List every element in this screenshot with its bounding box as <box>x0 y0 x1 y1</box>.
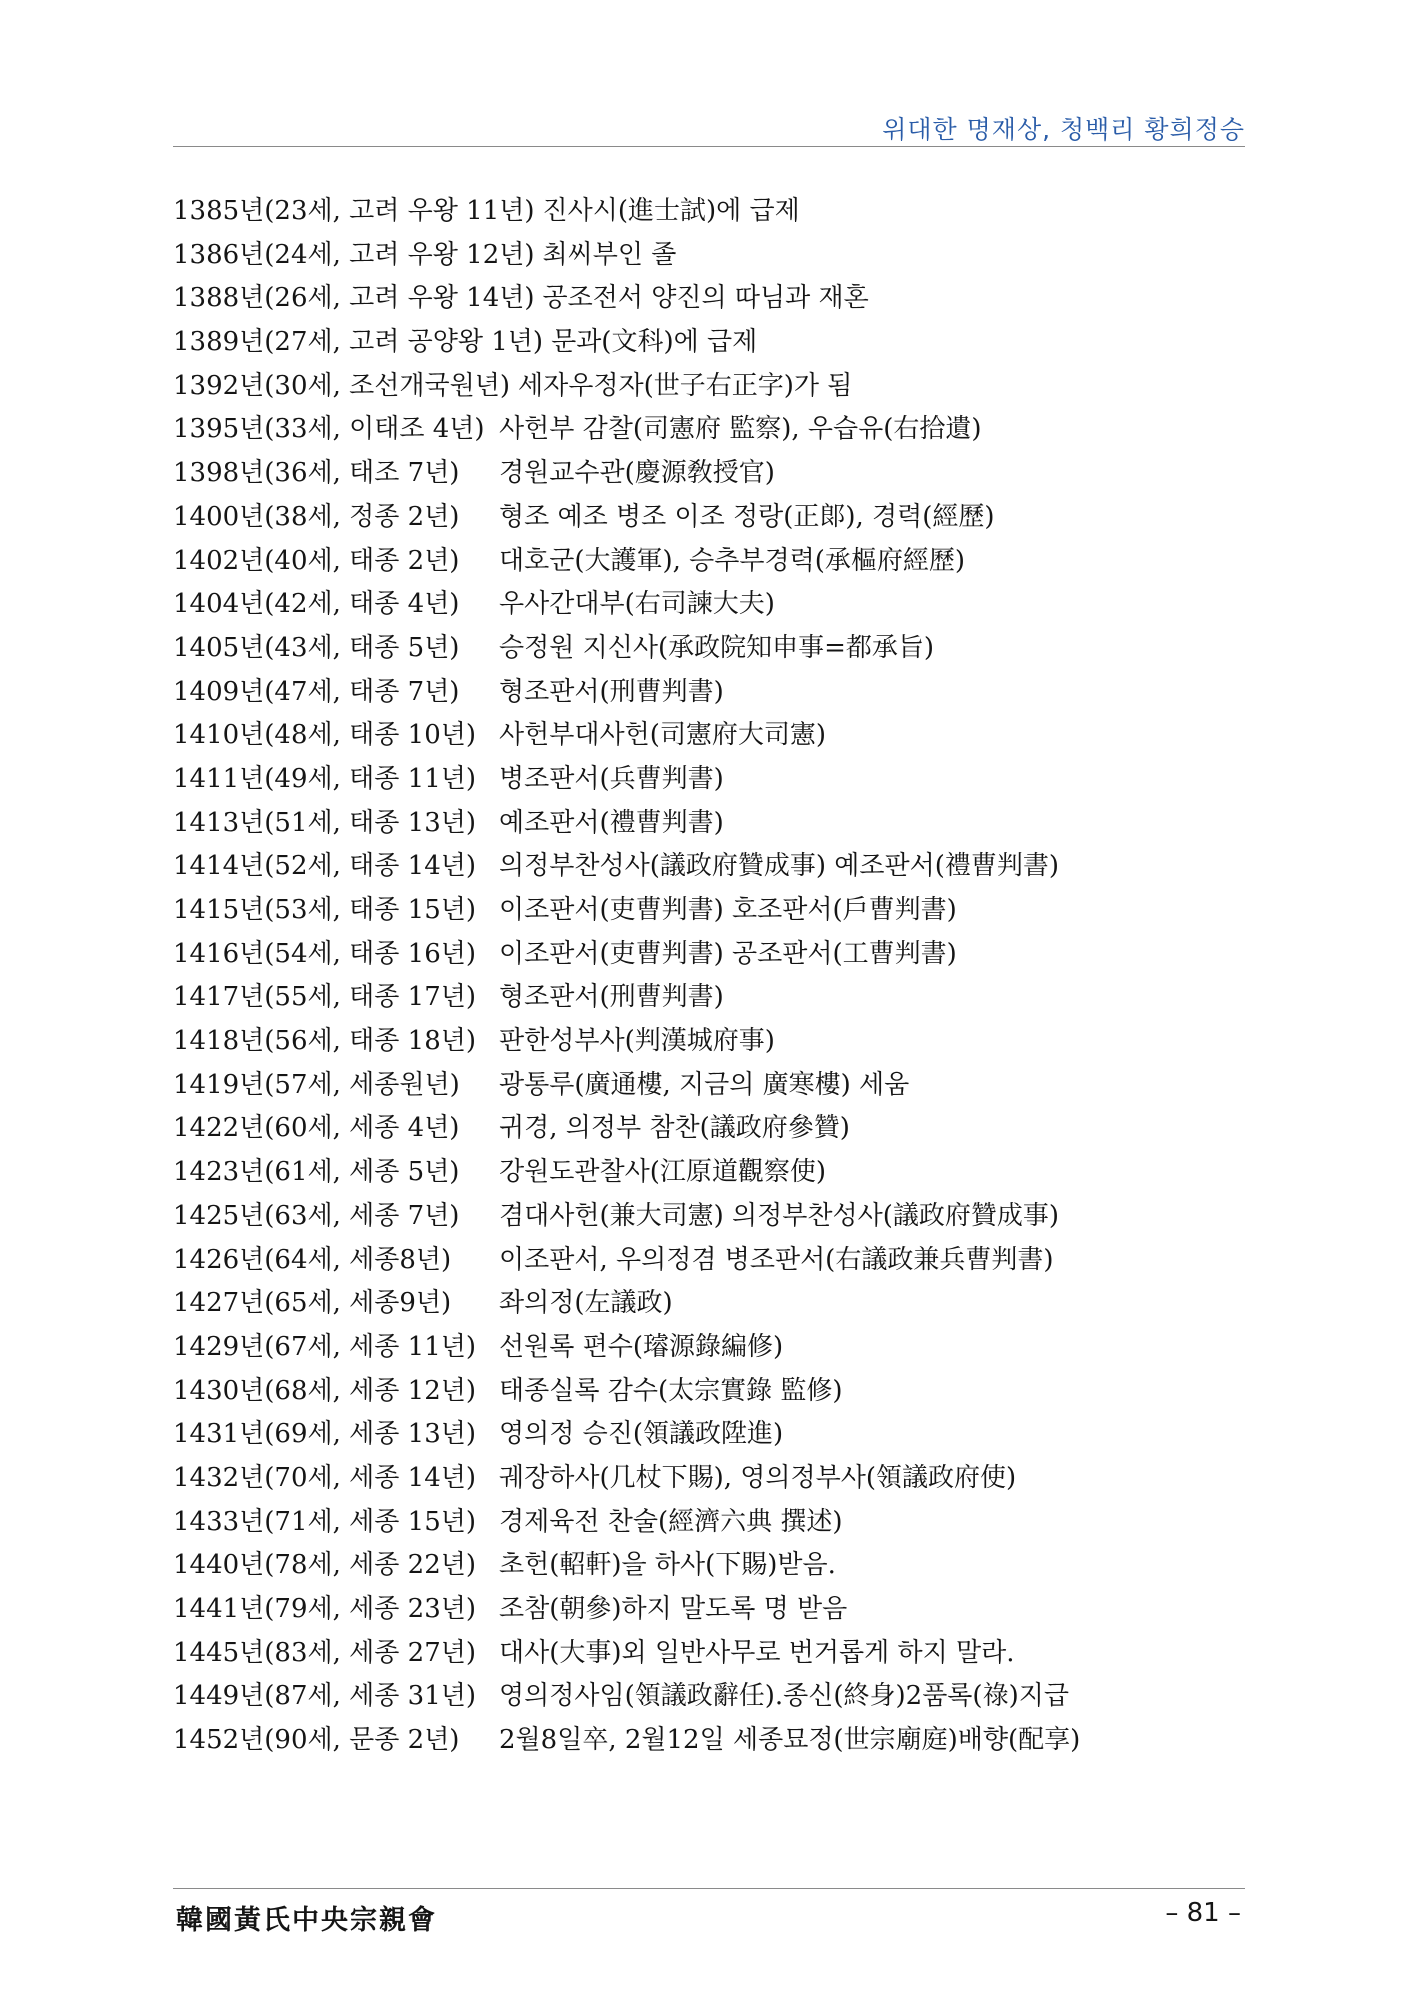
chronology-entry <box>173 540 1245 584</box>
entry-event: 강원도관찰사(江原道觀察使) <box>499 1157 826 1188</box>
entry-year-age: 1411년(49세, 태종 11년) <box>173 763 476 794</box>
header-divider <box>173 146 1245 147</box>
entry-year-age: 1398년(36세, 태조 7년) <box>173 458 460 489</box>
chronology-entry <box>173 277 1245 321</box>
entry-event: 대사(大事)외 일반사무로 번거롭게 하지 말라. <box>499 1637 1015 1668</box>
chronology-entry <box>173 976 1245 1020</box>
chronology-entry <box>173 583 1245 627</box>
entry-event: 사헌부대사헌(司憲府大司憲) <box>499 720 826 751</box>
entry-year-age: 1416년(54세, 태종 16년) <box>173 938 476 969</box>
entry-year-age: 1415년(53세, 태종 15년) <box>173 895 476 925</box>
entry-event: 이조판서, 우의정겸 병조판서(右議政兼兵曹判書) <box>499 1244 1054 1275</box>
entry-year-age: 1388년(26세, 고려 우왕 14년) <box>173 283 535 314</box>
entry-event: 경제육전 찬술(經濟六典 撰述) <box>499 1506 843 1537</box>
chronology-entry <box>173 1501 1245 1545</box>
entry-year-age: 1410년(48세, 태종 10년) <box>173 720 476 751</box>
chronology-entry <box>173 1719 1245 1763</box>
entry-event: 병조판서(兵曹判書) <box>499 763 724 794</box>
chronology-entry <box>173 1020 1245 1064</box>
entry-year-age: 1441년(79세, 세종 23년) <box>173 1594 476 1624</box>
chronology-list <box>173 190 1245 1763</box>
entry-event: 영의정사임(領議政辭任).종신(終身)2품록(祿)지급 <box>499 1681 1069 1712</box>
entry-year-age: 1405년(43세, 태종 5년) <box>173 632 460 663</box>
entry-year-age: 1429년(67세, 세종 11년) <box>173 1331 476 1362</box>
entry-event: 태종실록 감수(太宗實錄 監修) <box>499 1375 843 1406</box>
chronology-entry <box>173 1588 1245 1632</box>
entry-event: 이조판서(吏曹判書) 공조판서(工曹判書) <box>499 938 957 969</box>
chronology-entry <box>173 1413 1245 1457</box>
chronology-entry <box>173 321 1245 365</box>
entry-event: 세자우정자(世子右正字)가 됨 <box>518 370 853 401</box>
entry-year-age: 1392년(30세, 조선개국원년) <box>173 370 510 401</box>
entry-event: 사헌부 감찰(司憲府 監察), 우습유(右拾遺) <box>499 414 982 445</box>
chronology-entry <box>173 627 1245 671</box>
chronology-entry <box>173 1544 1245 1588</box>
entry-event: 형조 예조 병조 이조 정랑(正郞), 경력(經歷) <box>499 501 995 532</box>
chronology-entry <box>173 1457 1245 1501</box>
entry-event: 공조전서 양진의 따님과 재혼 <box>542 283 869 314</box>
chronology-entry <box>173 1195 1245 1239</box>
chronology-entry <box>173 845 1245 889</box>
entry-year-age: 1440년(78세, 세종 22년) <box>173 1550 476 1581</box>
chronology-entry <box>173 1326 1245 1370</box>
chronology-entry <box>173 1370 1245 1414</box>
entry-year-age: 1418년(56세, 태종 18년) <box>173 1026 476 1057</box>
running-header-title: 위대한 명재상, 청백리 황희정승 <box>882 115 1245 144</box>
chronology-entry <box>173 1064 1245 1108</box>
chronology-entry <box>173 496 1245 540</box>
entry-event: 초헌(軺軒)을 하사(下賜)받음. <box>499 1550 836 1581</box>
chronology-entry <box>173 1632 1245 1676</box>
entry-event: 경원교수관(慶源敎授官) <box>499 458 775 489</box>
entry-year-age: 1404년(42세, 태종 4년) <box>173 589 460 620</box>
chronology-entry <box>173 1239 1245 1283</box>
entry-event: 영의정 승진(領議政陞進) <box>499 1419 784 1450</box>
chronology-entry <box>173 1107 1245 1151</box>
chronology-entry <box>173 190 1245 234</box>
entry-event: 우사간대부(右司諫大夫) <box>499 589 775 620</box>
chronology-entry <box>173 1282 1245 1326</box>
entry-event: 선원록 편수(璿源錄編修) <box>499 1331 784 1362</box>
chronology-entry <box>173 1151 1245 1195</box>
chronology-entry <box>173 802 1245 846</box>
entry-event: 의정부찬성사(議政府贊成事) 예조판서(禮曹判書) <box>499 851 1059 882</box>
entry-event: 광통루(廣通樓, 지금의 廣寒樓) 세움 <box>499 1069 910 1100</box>
entry-year-age: 1426년(64세, 세종8년) <box>173 1244 452 1275</box>
entry-year-age: 1413년(51세, 태종 13년) <box>173 807 476 838</box>
chronology-entry <box>173 758 1245 802</box>
entry-event: 최씨부인 졸 <box>542 239 677 270</box>
entry-year-age: 1427년(65세, 세종9년) <box>173 1288 452 1319</box>
chronology-entry <box>173 714 1245 758</box>
entry-year-age: 1419년(57세, 세종원년) <box>173 1069 460 1100</box>
chronology-entry <box>173 933 1245 977</box>
entry-event: 조참(朝參)하지 말도록 명 받음 <box>499 1594 848 1624</box>
chronology-entry <box>173 452 1245 496</box>
entry-year-age: 1423년(61세, 세종 5년) <box>173 1157 460 1188</box>
entry-year-age: 1430년(68세, 세종 12년) <box>173 1375 476 1406</box>
entry-event: 승정원 지신사(承政院知申事=都承旨) <box>499 632 935 663</box>
footer-organization: 韓國黃氏中央宗親會 <box>176 1905 437 1936</box>
entry-event: 진사시(進士試)에 급제 <box>542 196 800 226</box>
entry-year-age: 1385년(23세, 고려 우왕 11년) <box>173 196 535 226</box>
entry-year-age: 1433년(71세, 세종 15년) <box>173 1506 476 1537</box>
chronology-entry <box>173 889 1245 933</box>
entry-event: 좌의정(左議政) <box>499 1288 673 1319</box>
entry-year-age: 1449년(87세, 세종 31년) <box>173 1681 476 1712</box>
entry-event: 형조판서(刑曹判書) <box>499 676 724 707</box>
entry-year-age: 1432년(70세, 세종 14년) <box>173 1462 476 1493</box>
entry-event: 문과(文科)에 급제 <box>551 327 758 358</box>
entry-year-age: 1422년(60세, 세종 4년) <box>173 1113 460 1144</box>
footer-divider <box>173 1888 1245 1889</box>
entry-year-age: 1417년(55세, 태종 17년) <box>173 982 476 1013</box>
entry-event: 2월8일卒, 2월12일 세종묘정(世宗廟庭)배향(配享) <box>499 1725 1081 1756</box>
entry-year-age: 1452년(90세, 문종 2년) <box>173 1725 460 1756</box>
entry-event: 귀경, 의정부 참찬(議政府參贊) <box>499 1113 850 1144</box>
entry-event: 이조판서(吏曹判書) 호조판서(戶曹判書) <box>499 895 957 925</box>
chronology-entry <box>173 365 1245 409</box>
entry-event: 형조판서(刑曹判書) <box>499 982 724 1013</box>
entry-event: 판한성부사(判漢城府事) <box>499 1026 775 1057</box>
chronology-entry <box>173 671 1245 715</box>
entry-year-age: 1389년(27세, 고려 공양왕 1년) <box>173 327 544 358</box>
entry-event: 겸대사헌(兼大司憲) 의정부찬성사(議政府贊成事) <box>499 1200 1059 1231</box>
entry-year-age: 1409년(47세, 태종 7년) <box>173 676 460 707</box>
page-number: – 81 – <box>1165 1898 1241 1928</box>
chronology-entry <box>173 408 1245 452</box>
chronology-entry <box>173 1675 1245 1719</box>
entry-year-age: 1445년(83세, 세종 27년) <box>173 1637 476 1668</box>
entry-event: 궤장하사(几杖下賜), 영의정부사(領議政府使) <box>499 1462 1017 1493</box>
entry-event: 예조판서(禮曹判書) <box>499 807 724 838</box>
entry-year-age: 1402년(40세, 태종 2년) <box>173 545 460 576</box>
entry-year-age: 1425년(63세, 세종 7년) <box>173 1200 460 1231</box>
entry-year-age: 1431년(69세, 세종 13년) <box>173 1419 476 1450</box>
entry-year-age: 1400년(38세, 정종 2년) <box>173 501 460 532</box>
entry-year-age: 1395년(33세, 이태조 4년) <box>173 414 485 445</box>
chronology-entry <box>173 234 1245 278</box>
entry-year-age: 1386년(24세, 고려 우왕 12년) <box>173 239 535 270</box>
entry-event: 대호군(大護軍), 승추부경력(承樞府經歷) <box>499 545 966 576</box>
entry-year-age: 1414년(52세, 태종 14년) <box>173 851 476 882</box>
